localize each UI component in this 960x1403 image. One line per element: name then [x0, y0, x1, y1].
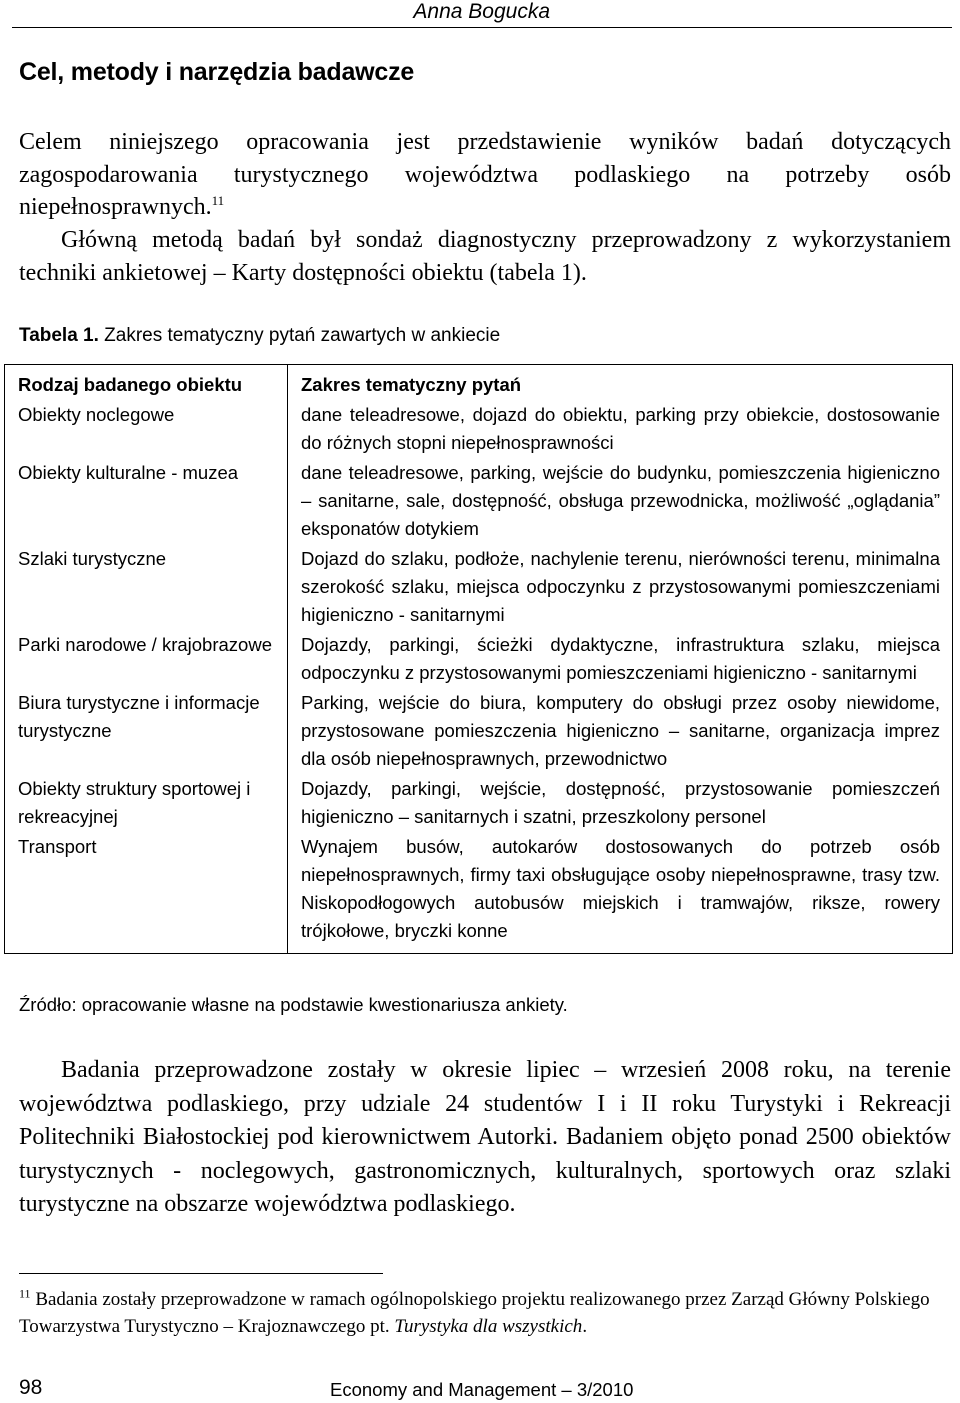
- survey-scope-table: [4, 364, 953, 954]
- table-caption-text: Zakres tematyczny pytań zawartych w ankiecie: [98, 325, 501, 346]
- footnote-text: Badania zostały przeprowadzone w ramach ogólnopolskiego projektu realizowanego przez Zarząd Główny Polskiego Towarzystwa Turystyczno – Krajoznawczego pt.: [19, 1289, 930, 1337]
- table-caption: [19, 325, 500, 347]
- footnote-divider: [19, 1273, 383, 1274]
- table-cell-question-scope: Dojazdy, parkingi, wejście, dostępność, przystosowanie pomieszczeń higieniczno – sanitarnych i szatni, przeszkolony personel: [288, 775, 953, 833]
- table-caption-label: Tabela 1.: [19, 325, 99, 346]
- table-cell-question-scope: Dojazdy, parkingi, ścieżki dydaktyczne, infrastruktura szlaku, miejsca odpoczynku z przystosowanymi pomieszczeniami higieniczno - sanitarnymi: [288, 631, 953, 689]
- table-row: [5, 833, 953, 954]
- body-text: [19, 1054, 951, 1222]
- page-number: 98: [19, 1376, 43, 1399]
- table-cell-object-type: Obiekty struktury sportowej i rekreacyjnej: [5, 775, 288, 833]
- table-cell-object-type: Obiekty kulturalne - muzea: [5, 459, 288, 545]
- table-cell-question-scope: dane teleadresowe, parking, wejście do budynku, pomieszczenia higieniczno – sanitarne, sale, dostępność, obsługa przewodnicka, możliwość „oglądania” eksponatów dotykiem: [288, 459, 953, 545]
- intro-paragraph-1: [19, 126, 951, 224]
- table-cell-object-type: Parki narodowe / krajobrazowe: [5, 631, 288, 689]
- table-row: [5, 775, 953, 833]
- footnote-number: 11: [19, 1286, 31, 1301]
- body-paragraph-1: Badania przeprowadzone zostały w okresie lipiec – wrzesień 2008 roku, na terenie województwa podlaskiego, przy udziale 24 studentów I i II roku Turystyki i Rekreacji Politechniki Białostockiej pod kierownictwem Autorki. Badaniem objęto ponad 2500 obiektów turystycznych - noclegowych, gastronomicznych, kulturalnych, sportowych oraz szlaki turystyczne na obszarze województwa podlaskiego.: [19, 1057, 951, 1217]
- table-cell-question-scope: Dojazd do szlaku, podłoże, nachylenie terenu, nierówności terenu, minimalna szerokość szlaku, miejsca odpoczynku z przystosowanymi pomieszczeniami higieniczno - sanitarnymi: [288, 545, 953, 631]
- table-row: [5, 545, 953, 631]
- footnote-end: .: [582, 1316, 588, 1337]
- table-cell-object-type: Szlaki turystyczne: [5, 545, 288, 631]
- footnote: [19, 1286, 951, 1340]
- table-row: [5, 401, 953, 459]
- intro-text: [19, 126, 951, 290]
- intro-paragraph-2: Główną metodą badań był sondaż diagnostyczny przeprowadzony z wykorzystaniem techniki ankietowej – Karty dostępności obiektu (tabela 1).: [19, 227, 951, 286]
- table-cell-object-type: Obiekty noclegowe: [5, 401, 288, 459]
- table-header-question-scope: Zakres tematyczny pytań: [288, 365, 953, 402]
- table-cell-question-scope: Wynajem busów, autokarów dostosowanych do potrzeb osób niepełnosprawnych, firmy taxi obsługujące osoby niepełnosprawne, trasy tzw. Niskopodłogowych autobusów miejskich i tramwajów, riksze, rowery trójkołowe, bryczki konne: [288, 833, 953, 954]
- table-header-row: [5, 365, 953, 402]
- table-cell-question-scope: Parking, wejście do biura, komputery do obsługi przez osoby niewidome, przystosowane pomieszczenia higieniczno – sanitarne, organizacja imprez dla osób niepełnosprawnych, przewodnictwo: [288, 689, 953, 775]
- table-cell-object-type: Biura turystyczne i informacje turystyczne: [5, 689, 288, 775]
- intro-paragraph-1-text: Celem niniejszego opracowania jest przedstawienie wyników badań dotyczących zagospodarowania turystycznego województwa podlaskiego na potrzeby osób niepełnosprawnych.: [19, 129, 951, 221]
- footnote-ref[interactable]: 11: [211, 193, 225, 209]
- journal-footer: Economy and Management – 3/2010: [330, 1379, 634, 1400]
- footnote-title: Turystyka dla wszystkich: [394, 1316, 583, 1337]
- table-source: Źródło: opracowanie własne na podstawie kwestionariusza ankiety.: [19, 994, 568, 1015]
- header-divider: [12, 27, 952, 28]
- table-row: [5, 631, 953, 689]
- table-row: [5, 459, 953, 545]
- header-author: Anna Bogucka: [413, 0, 550, 23]
- table-row: [5, 689, 953, 775]
- table-header-object-type: Rodzaj badanego obiektu: [5, 365, 288, 402]
- section-title: Cel, metody i narzędzia badawcze: [19, 58, 415, 86]
- table-cell-object-type: Transport: [5, 833, 288, 954]
- table-cell-question-scope: dane teleadresowe, dojazd do obiektu, parking przy obiekcie, dostosowanie do różnych stopni niepełnosprawności: [288, 401, 953, 459]
